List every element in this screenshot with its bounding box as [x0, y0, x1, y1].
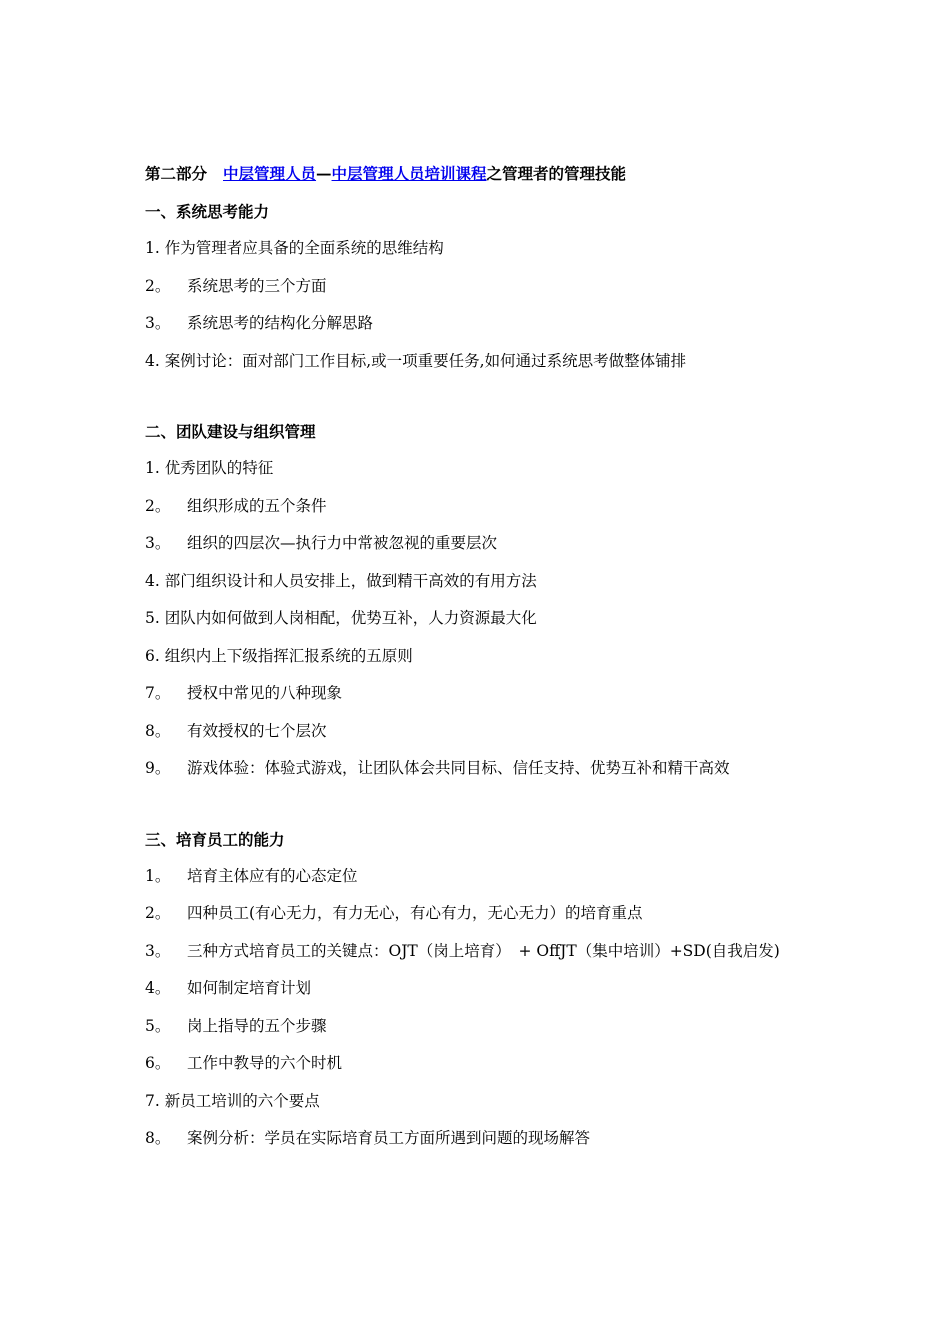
document-title	[145, 160, 825, 188]
title-link-middle-managers[interactable]: 中层管理人员	[223, 164, 317, 183]
list-item	[145, 858, 825, 896]
item-text: 部门组织设计和人员安排上，做到精干高效的有用方法	[164, 571, 537, 590]
list-item	[145, 970, 825, 1008]
item-number: 3。	[145, 941, 171, 960]
section-staff-development	[145, 826, 825, 1158]
item-number: 6.	[145, 646, 160, 665]
item-text: 培育主体应有的心态定位	[187, 866, 358, 885]
item-text: 新员工培训的六个要点	[164, 1091, 320, 1110]
item-text: 案例讨论：面对部门工作目标,或一项重要任务,如何通过系统思考做整体铺排	[164, 351, 687, 370]
title-dash: —	[316, 164, 332, 183]
item-text: 作为管理者应具备的全面系统的思维结构	[164, 239, 444, 257]
list-item	[145, 600, 825, 638]
item-number: 2。	[145, 276, 171, 295]
list-item	[145, 1120, 825, 1158]
item-text: 授权中常见的八种现象	[187, 684, 343, 702]
item-number: 3。	[145, 314, 171, 332]
item-number: 9。	[145, 759, 171, 777]
item-number: 1.	[145, 239, 160, 257]
title-suffix: 之管理者的管理技能	[486, 164, 627, 183]
list-item	[145, 343, 825, 381]
list-item	[145, 1083, 825, 1121]
item-text: 岗上指导的五个步骤	[187, 1016, 327, 1035]
section-heading: 三、培育员工的能力	[145, 829, 285, 849]
list-item	[145, 268, 825, 306]
section-systems-thinking	[145, 198, 825, 380]
item-text: 组织形成的五个条件	[187, 496, 327, 515]
item-text: 系统思考的三个方面	[187, 276, 327, 295]
item-number: 8。	[145, 721, 171, 740]
item-text: 有效授权的七个层次	[187, 721, 327, 740]
item-text: 团队内如何做到人岗相配，优势互补，人力资源最大化	[164, 609, 537, 627]
item-number: 5。	[145, 1016, 171, 1035]
item-text: 如何制定培育计划	[187, 979, 312, 997]
item-text: 组织内上下级指挥汇报系统的五原则	[164, 646, 413, 665]
list-item	[145, 305, 825, 343]
list-item	[145, 1008, 825, 1046]
title-link-training-course[interactable]: 中层管理人员培训课程	[331, 164, 487, 183]
list-item	[145, 1045, 825, 1083]
item-text: 组织的四层次—执行力中常被忽视的重要层次	[187, 534, 498, 552]
list-item	[145, 750, 825, 788]
list-item	[145, 563, 825, 601]
item-number: 1。	[145, 866, 171, 885]
item-number: 6。	[145, 1054, 171, 1072]
list-item	[145, 713, 825, 751]
item-text: 系统思考的结构化分解思路	[187, 314, 374, 332]
list-item	[145, 638, 825, 676]
item-number: 4.	[145, 571, 160, 590]
list-item	[145, 488, 825, 526]
section-heading: 一、系统思考能力	[145, 202, 270, 221]
item-number: 8。	[145, 1129, 171, 1147]
list-item	[145, 230, 825, 268]
item-number: 4。	[145, 979, 171, 997]
title-prefix: 第二部分	[145, 164, 208, 183]
list-item	[145, 933, 825, 971]
section-heading: 二、团队建设与组织管理	[145, 422, 316, 441]
item-number: 7。	[145, 684, 171, 702]
item-number: 1.	[145, 459, 160, 477]
list-item	[145, 525, 825, 563]
item-text: 优秀团队的特征	[164, 459, 274, 477]
item-number: 5.	[145, 609, 160, 627]
item-number: 2。	[145, 496, 171, 515]
document-content	[145, 160, 825, 1158]
item-number: 3。	[145, 534, 171, 552]
list-item	[145, 895, 825, 933]
item-text: 案例分析：学员在实际培育员工方面所遇到问题的现场解答	[187, 1129, 591, 1147]
item-text: 三种方式培育员工的关键点：OJT（岗上培育） + OffJT（集中培训）+SD(自我启发)	[187, 941, 780, 960]
list-item	[145, 450, 825, 488]
item-number: 7.	[145, 1091, 160, 1110]
item-number: 2。	[145, 904, 171, 922]
item-number: 4.	[145, 351, 160, 370]
list-item	[145, 675, 825, 713]
item-text: 工作中教导的六个时机	[187, 1054, 343, 1072]
item-text: 四种员工(有心无力，有力无心，有心有力，无心无力）的培育重点	[187, 904, 643, 922]
section-team-building	[145, 418, 825, 788]
item-text: 游戏体验：体验式游戏，让团队体会共同目标、信任支持、优势互补和精干高效	[187, 759, 730, 777]
